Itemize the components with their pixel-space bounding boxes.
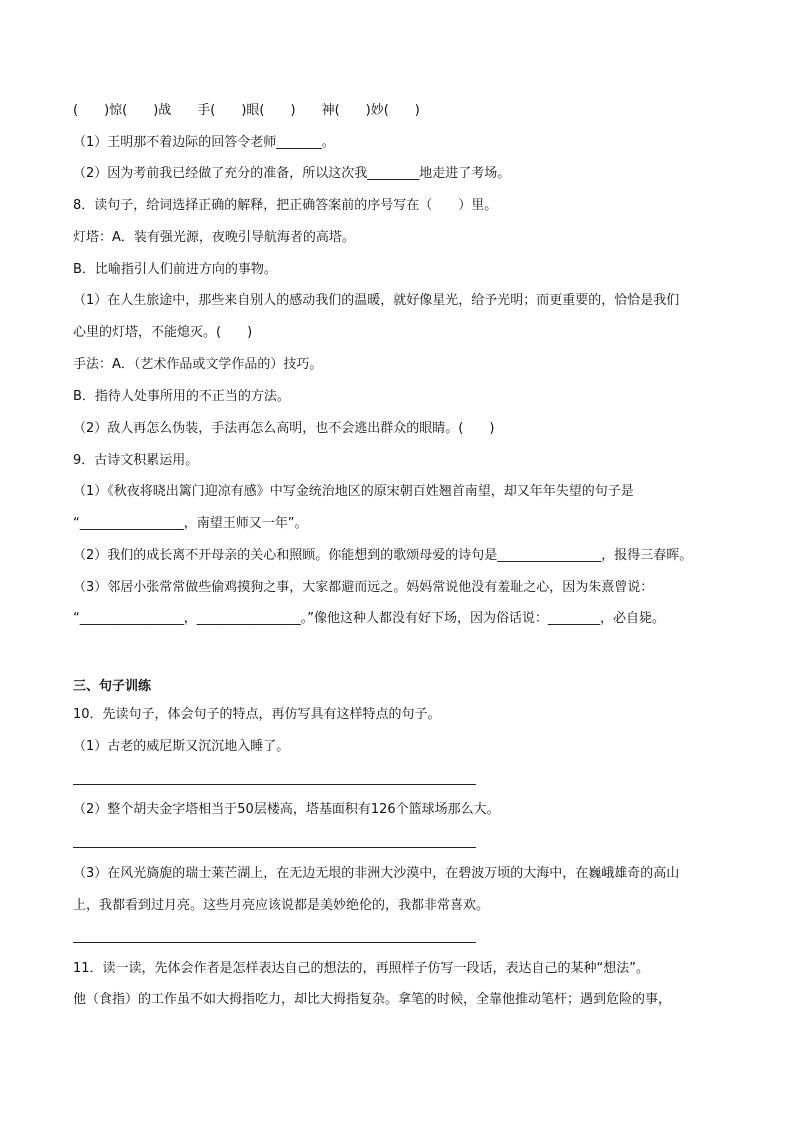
lighthouse-sentence-line-1: （1）在人生旅途中，那些来自别人的感动我们的温暖，就好像星光，给予光明；而更重要的，恰恰是我们 [73,293,680,308]
imitation-sentence-2: （2）整个胡夫金字塔相当于50层楼高，塔基面积有126个篮球场那么大。 [73,802,500,817]
answer-line-1 [73,784,476,785]
section-heading-sentence-training: 三、句子训练 [73,679,152,694]
question-10-title: 10．先读句子，体会句子的特点，再仿写具有这样特点的句子。 [73,707,441,722]
answer-line-2 [73,847,476,848]
poem-question-3-line-1: （3）邻居小张常常做些偷鸡摸狗之事，大家都避而远之。妈妈常说他没有羞耻之心，因为朱熹曾说： [73,580,654,595]
answer-line-3 [73,942,476,943]
technique-sentence: （2）敌人再怎么伪装，手法再怎么高明，也不会逃出群众的眼睛。( ) [73,421,495,436]
poem-question-3-line-2: “________________，________________。”像他这种人都没有好下场，因为俗话说：________，必自毙。 [73,611,665,626]
idiom-fill-blanks: ( )惊( )战 手( )眼( ) 神( )妙( ) [73,103,420,118]
question-8-title: 8．读句子，给词选择正确的解释，把正确答案前的序号写在（ ）里。 [73,198,498,213]
question-9-title: 9．古诗文积累运用。 [73,453,199,468]
sample-passage-line-1: 他（食指）的工作虽不如大拇指吃力，却比大拇指复杂。拿笔的时候，全靠他推动笔杆；遇到危险的事， [73,992,672,1007]
imitation-sentence-3-line-1: （3）在风光旖旎的瑞士莱芒湖上，在无边无垠的非洲大沙漠中，在碧波万顷的大海中，在巍峨雄奇的高山 [73,866,680,881]
technique-definition-b: B．指待人处事所用的不正当的方法。 [73,389,290,404]
imitation-sentence-1: （1）古老的威尼斯又沉沉地入睡了。 [73,739,290,754]
lighthouse-sentence-line-2: 心里的灯塔，不能熄灭。( ) [73,325,253,340]
imitation-sentence-3-line-2: 上，我都看到过月亮。这些月亮应该说都是美妙绝伦的，我都非常喜欢。 [73,898,490,913]
lighthouse-definition-b: B．比喻指引人们前进方向的事物。 [73,262,277,277]
poem-question-1-line-2: “________________，南望王师又一年”。 [73,516,308,531]
idiom-sentence-1: （1）王明那不着边际的回答令老师_______。 [73,135,335,150]
poem-question-2: （2）我们的成长离不开母亲的关心和照顾。你能想到的歌颂母爱的诗句是________________，报得三春晖。 [73,548,693,563]
poem-question-1-line-1: （1）《秋夜将晓出篱门迎凉有感》中写金统治地区的原宋朝百姓翘首南望，却又年年失望的句子是 [73,484,634,499]
question-11-title: 11．读一读，先体会作者是怎样表达自己的想法的，再照样子仿写一段话，表达自己的某种“想法”。 [73,961,650,976]
idiom-sentence-2: （2）因为考前我已经做了充分的准备，所以这次我________地走进了考场。 [73,166,511,181]
lighthouse-definition-a: 灯塔：A．装有强光源，夜晚引导航海者的高塔。 [73,230,355,245]
technique-definition-a: 手法：A．（艺术作品或文学作品的）技巧。 [73,357,323,372]
